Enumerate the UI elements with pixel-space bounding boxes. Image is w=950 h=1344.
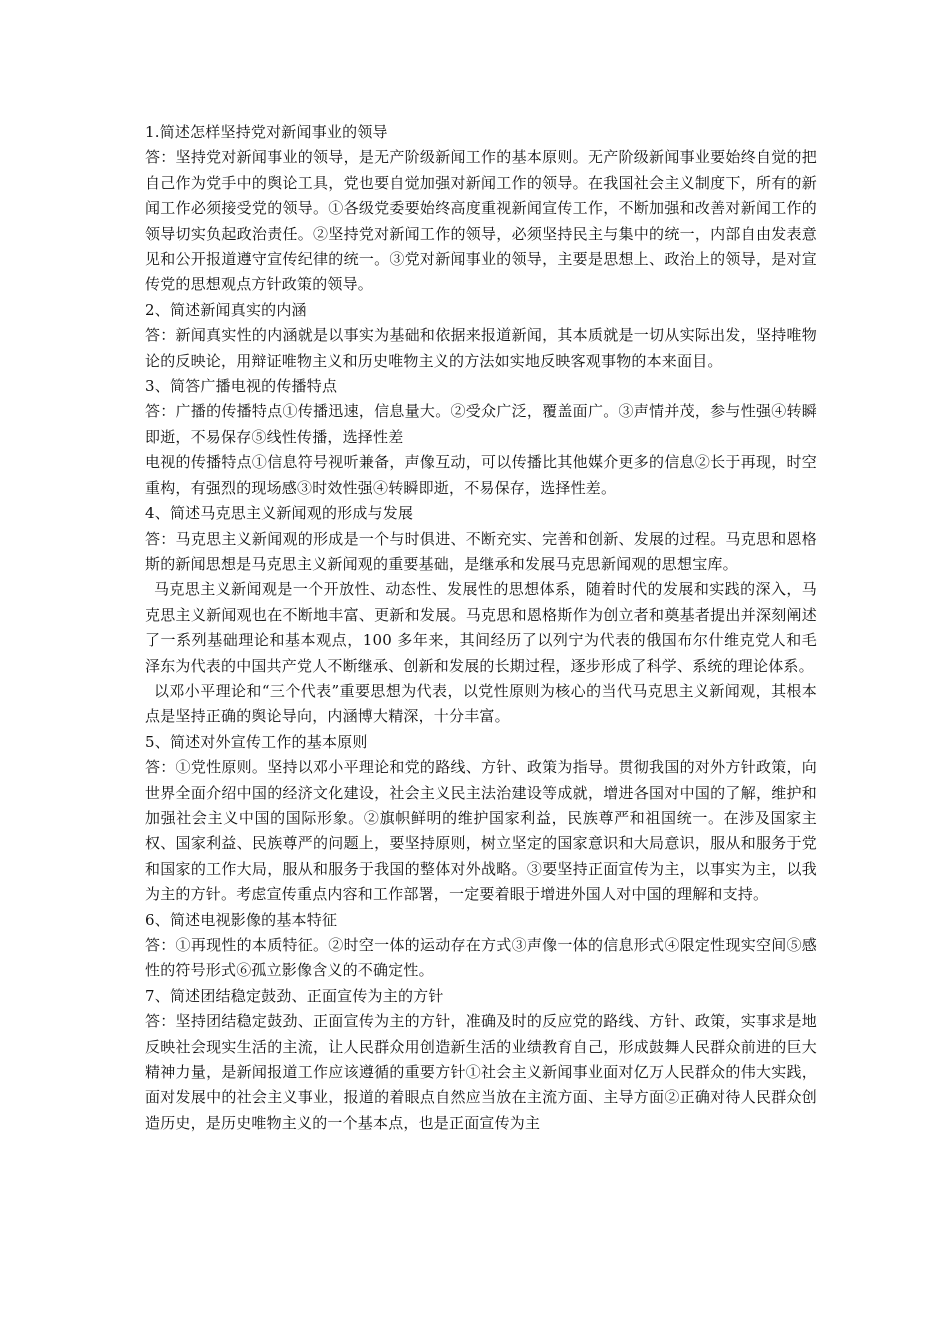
section-2-answer: 答：新闻真实性的内涵就是以事实为基础和依据来报道新闻，其本质就是一切从实际出发，坚持唯物论的反映论，用辩证唯物主义和历史唯物主义的方法如实地反映客观事物的本来面目。 [145,326,817,370]
section-3-answer-tv: 电视的传播特点①信息符号视听兼备，声像互动，可以传播比其他媒介更多的信息②长于再现，时空重构，有强烈的现场感③时效性强④转瞬即逝，不易保存，选择性差。 [145,453,817,497]
section-5-answer: 答：①党性原则。坚持以邓小平理论和党的路线、方针、政策为指导。贯彻我国的对外方针政策，向世界全面介绍中国的经济文化建设，社会主义民主法治建设等成就，增进各国对中国的了解，维护和加强社会主义中国的国际形象。②旗帜鲜明的维护国家利益，民族尊严和祖国统一。在涉及国家主权、国家利益、民族尊严的问题上，要坚持原则，树立坚定的国家意识和大局意识，服从和服务于党和国家的工作大局，服从和服务于我国的整体对外战略。③要坚持正面宣传为主，以事实为主，以我为主的方针。考虑宣传重点内容和工作部署，一定要着眼于增进外国人对中国的理解和支持。 [145,758,817,904]
section-7-heading: 7、简述团结稳定鼓劲、正面宣传为主的方针 [145,986,444,1005]
section-1-answer: 答：坚持党对新闻事业的领导，是无产阶级新闻工作的基本原则。无产阶级新闻事业要始终自觉的把自己作为党手中的舆论工具，党也要自觉加强对新闻工作的领导。在我国社会主义制度下，所有的新闻工作必须接受党的领导。①各级党委要始终高度重视新闻宣传工作，不断加强和改善对新闻工作的领导切实负起政治责任。②坚持党对新闻工作的领导，必须坚持民主与集中的统一，内部自由发表意见和公开报道遵守宣传纪律的统一。③党对新闻事业的领导，主要是思想上、政治上的领导，是对宣传党的思想观点方针政策的领导。 [145,148,817,294]
section-6-answer: 答：①再现性的本质特征。②时空一体的运动存在方式③声像一体的信息形式④限定性现实空间⑤感性的符号形式⑥孤立影像含义的不确定性。 [145,936,817,980]
section-2-heading: 2、简述新闻真实的内涵 [145,300,307,319]
section-6-heading: 6、简述电视影像的基本特征 [145,910,338,929]
document-page [145,120,817,1136]
section-1-heading: 1.简述怎样坚持党对新闻事业的领导 [145,123,388,141]
section-3-answer-radio: 答：广播的传播特点①传播迅速，信息量大。②受众广泛，覆盖面广。③声情并茂，参与性强④转瞬即逝，不易保存⑤线性传播，选择性差 [145,402,817,446]
section-4-paragraph-3: 以邓小平理论和“三个代表”重要思想为代表，以党性原则为核心的当代马克思主义新闻观，其根本点是坚持正确的舆论导向，内涵博大精深，十分丰富。 [145,681,817,726]
section-5-heading: 5、简述对外宣传工作的基本原则 [145,732,368,751]
section-4-answer: 答：马克思主义新闻观的形成是一个与时俱进、不断充实、完善和创新、发展的过程。马克思和恩格斯的新闻思想是马克思主义新闻观的重要基础，是继承和发展马克思新闻观的思想宝库。 [145,529,817,573]
section-4-heading: 4、简述马克思主义新闻观的形成与发展 [145,504,414,523]
section-7-answer: 答：坚持团结稳定鼓劲、正面宣传为主的方针，准确及时的反应党的路线、方针、政策，实事求是地反映社会现实生活的主流，让人民群众用创造新生活的业绩教育自己，形成鼓舞人民群众前进的巨大精神力量，是新闻报道工作应该遵循的重要方针①社会主义新闻事业面对亿万人民群众的伟大实践，面对发展中的社会主义事业，报道的着眼点自然应当放在主流方面、主导方面②正确对待人民群众创造历史，是历史唯物主义的一个基本点，也是正面宣传为主 [145,1012,817,1132]
section-3-heading: 3、简答广播电视的传播特点 [145,377,338,396]
section-4-paragraph-2: 马克思主义新闻观是一个开放性、动态性、发展性的思想体系，随着时代的发展和实践的深入，马克思主义新闻观也在不断地丰富、更新和发展。马克思和恩格斯作为创立者和奠基者提出并深刻阐述了一系列基础理论和基本观点，100 多年来，其间经历了以列宁为代表的俄国布尔什维克党人和毛泽东为代表的中国共产党人不断继承、创新和发展的长期过程，逐步形成了科学、系统的理论体系。 [145,580,817,675]
